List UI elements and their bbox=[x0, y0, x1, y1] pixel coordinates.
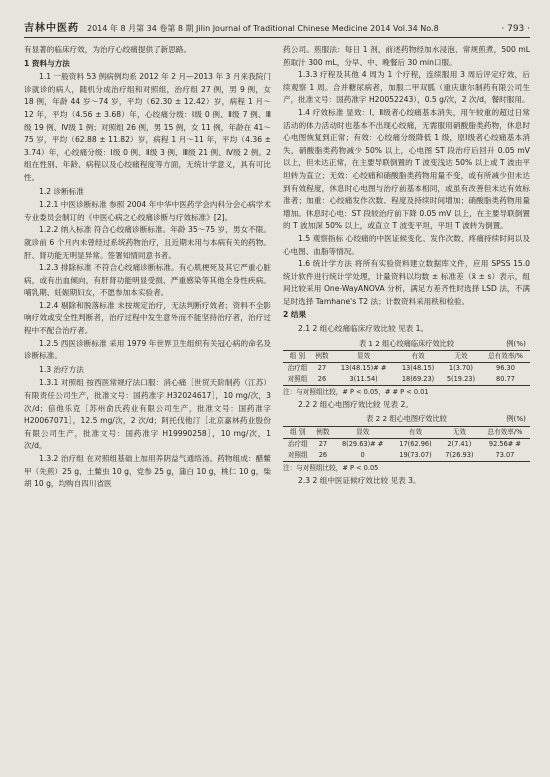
table2-header-cell: 显效 bbox=[356, 428, 370, 437]
paragraph: 2.1 2 组心绞痛临床疗效比较 见表 1。 bbox=[298, 324, 429, 334]
paragraph: 有显著的临床疗效，为治疗心绞痛提供了新思路。 bbox=[24, 45, 192, 54]
table1-cell: 13(48.15) bbox=[401, 364, 435, 373]
paragraph: 2.2 2 组心电图疗效比较 见表 2。 bbox=[298, 399, 413, 409]
table2-cell: 0 bbox=[360, 451, 365, 460]
table2-header-cell: 无效 bbox=[452, 428, 466, 437]
table-note: 注：与对照组比较，# P < 0.05 bbox=[283, 464, 379, 473]
table1-header-cell: 组 别 bbox=[289, 352, 306, 361]
table1-cell: 3(11.54) bbox=[349, 375, 378, 384]
table2-header-cell: 组 别 bbox=[290, 428, 306, 437]
table1-header-row bbox=[283, 351, 530, 363]
table2-cell: 8(29.63)# # bbox=[341, 440, 384, 449]
table1-header-cell: 总有效率/% bbox=[488, 352, 523, 361]
table1-cell: 27 bbox=[317, 364, 327, 373]
table2-cell: 治疗组 bbox=[287, 440, 308, 449]
journal-logo: 吉林中医药 bbox=[24, 23, 79, 34]
table1-cell: 96.30 bbox=[496, 364, 515, 373]
table1-title: 表 1 2 组心绞痛临床疗效比较 bbox=[358, 338, 455, 348]
table1-header-cell: 显效 bbox=[357, 352, 371, 361]
journal-issue-info: 2014 年 8 月第 34 卷第 8 期 Jilin Journal of Traditional Chinese Medicine 2014 Vol.34 No.8 bbox=[87, 24, 439, 33]
table2-cell: 2(7.41) bbox=[447, 440, 472, 449]
table1-header-cell: 有效 bbox=[411, 352, 425, 361]
subsection-heading: 1.2 诊断标准 bbox=[39, 186, 84, 196]
table1-cell: 26 bbox=[317, 375, 327, 384]
paragraph: 药公司。煎服法：每日 1 剂，前述药物经加水浸泡、常规煎煮，500 mL 煎取汁 300 mL，分早、中、晚餐后 30 min口服。 bbox=[283, 45, 530, 67]
subsection-heading: 1.3 治疗方法 bbox=[39, 364, 84, 374]
table1-cell: 5(19.23) bbox=[446, 375, 476, 384]
table2-row bbox=[283, 439, 530, 451]
table2-caption bbox=[283, 413, 530, 426]
table1-unit: 例(%) bbox=[506, 338, 526, 348]
paragraph: 1.2.5 西医诊断标准 采用 1979 年世界卫生组织有关冠心病的命名及诊断标准。 bbox=[24, 338, 271, 361]
paragraph: 1.5 观察指标 心绞痛的中医证候变化、发作次数、疼痛持续时间以及心电图、血脂等情况。 bbox=[283, 233, 530, 256]
paragraph: 1.2.4 剔除和脱落标准 未按规定治疗，无法判断疗效者；资料不全影响疗效或安全性判断者，治疗过程中发生意外而不能坚持治疗者，治疗过程中不配合治疗者。 bbox=[24, 300, 271, 336]
table-note: 注：与对照组比较，# P < 0.05，# # P < 0.01 bbox=[283, 388, 429, 397]
table1-cell: 13(48.15)# # bbox=[340, 364, 387, 373]
table1-cell: 对照组 bbox=[287, 375, 308, 384]
table2-header-cell: 有效 bbox=[408, 428, 423, 437]
table1-caption bbox=[283, 338, 530, 351]
table2-title: 表 2 2 组心电图疗效比较 bbox=[366, 414, 447, 424]
paragraph: 1.3.1 对照组 按西医常规疗法口服：消心痛［世贸天阶制药（江苏）有限责任公司生产，批准文号：国药准字 H32024617］，10 mg/次，3 次/d；倍他乐克［苏州俞氏药业有限公司生产，批准文号：国药准字 H20067071］，12.5 mg/次，2 次/d；阿托伐他汀［北京嘉林药业股份有限公司生产，批准文号：国药准字 H19990258］，10 mg/次，1 次/d。 bbox=[24, 378, 271, 451]
table1-header-cell: 例数 bbox=[315, 352, 329, 361]
running-header bbox=[24, 16, 530, 38]
table2-header-cell: 总有效率/% bbox=[487, 428, 523, 437]
paragraph: 1.3.3 疗程及其他 4 周为 1 个疗程，连续服用 3 周后评定疗效，后续观察 1 周。合并糖尿病者，加服二甲双胍（重庆康尔制药有限公司生产，批准文号：国药准字 H20052243），0.5 g/次，2 次/d，餐时服用。 bbox=[283, 70, 530, 105]
table2-cell: 19(73.07) bbox=[399, 451, 432, 460]
table1-table bbox=[283, 350, 530, 386]
left-column bbox=[24, 44, 271, 771]
table2-cell: 7(26.93) bbox=[445, 451, 474, 460]
section-heading: 1 资料与方法 bbox=[24, 58, 70, 68]
paragraph: 1.4 疗效标准 显效：Ⅰ、Ⅱ级者心绞痛基本消失，用午较重的超过日常活动的体力活动时也基本不出现心绞痛，无需服用硝酸脂类药物，休息时心电图恢复到正常；有效：心绞痛分级降低 1 级，原Ⅰ级者心绞痛基本消失，硝酸脂类药物减少 50% 以上，心电图 ST 段治疗后回升 0.05 mV 以上，但未达正常，在主要导联倒置的 T 波变浅达 50% 以上或 T 波由平坦转为直立；无效：心绞痛和硝酸脂类药物用量不变，或有所减少但未达到有效程度，休息时心电图与治疗前基本相同，或虽有改善但未达有效标准者；加重：心绞痛发作次数、程度及持续时间增加；硝酸脂类药物用量增加。休息时心电：ST 段较治疗前下降 0.05 mV 以上，在主要导联倒置的 T 波加深 50% 以上，或直立 T 波变平坦，平坦 T 波转为倒置。 bbox=[283, 107, 530, 231]
paragraph: 2.3 2 组中医证候疗效比较 见表 3。 bbox=[298, 475, 421, 485]
right-column bbox=[283, 44, 530, 771]
table2-cell: 27 bbox=[318, 440, 328, 449]
table1-row bbox=[283, 374, 530, 386]
table1-cell: 1(3.70) bbox=[448, 364, 473, 373]
paragraph: 1.6 统计学方法 将所有实验资料建立数据库文件，应用 SPSS 15.0 统计软件进行统计学处理，计量资料以均数 ± 标准差（x̄ ± s）表示，组间比较采用 One-WayANOVA 分析，满足方差齐性时选择 LSD 法，不满足时选择 Tamhane's T2 法；计数资料采用秩和检验。 bbox=[283, 259, 530, 306]
page-number: · 793 · bbox=[501, 24, 530, 34]
article-body bbox=[24, 44, 530, 771]
table2-cell: 73.07 bbox=[495, 451, 515, 460]
section-heading: 2 结果 bbox=[283, 310, 307, 320]
table1-cell: 18(69.23) bbox=[401, 375, 435, 384]
table2-cell: 26 bbox=[318, 451, 328, 460]
table2-header-row bbox=[283, 427, 530, 439]
table2-table bbox=[283, 426, 530, 462]
table2-row bbox=[283, 450, 530, 462]
table1-header-cell: 无效 bbox=[454, 352, 468, 361]
table1-cell: 治疗组 bbox=[287, 364, 308, 373]
paragraph: 1.3.2 治疗组 在对照组基础上加用养阴益气通络汤。药物组成：醋鳖甲（先煎）25 g，土鳖虫 10 g，党参 25 g，蒲白 10 g，桃仁 10 g，柴胡 10 g，均购自四川省医 bbox=[24, 454, 271, 489]
paragraph: 1.1 一般资料 53 例病例均系 2012 年 2 月—2013 年 3 月来我院门诊就诊的病人，随机分成治疗组和对照组，治疗组 27 例，男 9 例，女 18 例，年龄 44 岁～74 岁，平均（62.30 ± 12.42）岁，病程 1 月～12 年，平均（4.56 ± 3.68）年，心绞痛分级：Ⅰ级 0 例、Ⅱ级 7 例、Ⅲ级 19 例、Ⅳ级 1 例；对照组 26 例，男 15 例，女 11 例，年龄在 41～75 岁，平均（62.88 ± 11.82）岁，病程 1 月～11 年，平均（4.36 ± 3.74）年，心绞痛分级：Ⅰ级 0 例、Ⅱ级 3 例、Ⅲ级 21 例、Ⅳ级 2 例。2 组在性别、年龄、病程以及心绞痛程度等方面，无统计学意义，具有可比性。 bbox=[24, 72, 271, 182]
paragraph: 1.2.3 排除标准 不符合心绞痛诊断标准。有心肌梗死及其它严重心脏病，或有出血倾向，有肝肾功能明显受损、严重感染等其他全身性疾病。哺乳期、妊娠期妇女，不愿参加本实验者。 bbox=[24, 263, 271, 298]
paragraph: 1.2.1 中医诊断标准 参照 2004 年中华中医药学会内科分会心病学术专业委员会制订的《中医心病之心绞痛诊断与疗效标准》[2]。 bbox=[24, 200, 271, 222]
table2-cell: 对照组 bbox=[287, 451, 308, 460]
table2-cell: 92.56# # bbox=[488, 440, 521, 449]
table1-row bbox=[283, 363, 530, 375]
table2-unit: 例(%) bbox=[506, 414, 526, 424]
table2-cell: 17(62.96) bbox=[399, 440, 432, 449]
table2-header-cell: 例数 bbox=[316, 428, 330, 437]
table1-cell: 80.77 bbox=[496, 375, 515, 384]
paragraph: 1.2.2 纳入标准 符合心绞痛诊断标准。年龄 35～75 岁，男女不限。就诊前 6 个月内未曾经过系统药物治疗，且近期未用与本病有关的药物。肝、肾功能无明显异常。签署知情同意书者。 bbox=[24, 225, 271, 260]
